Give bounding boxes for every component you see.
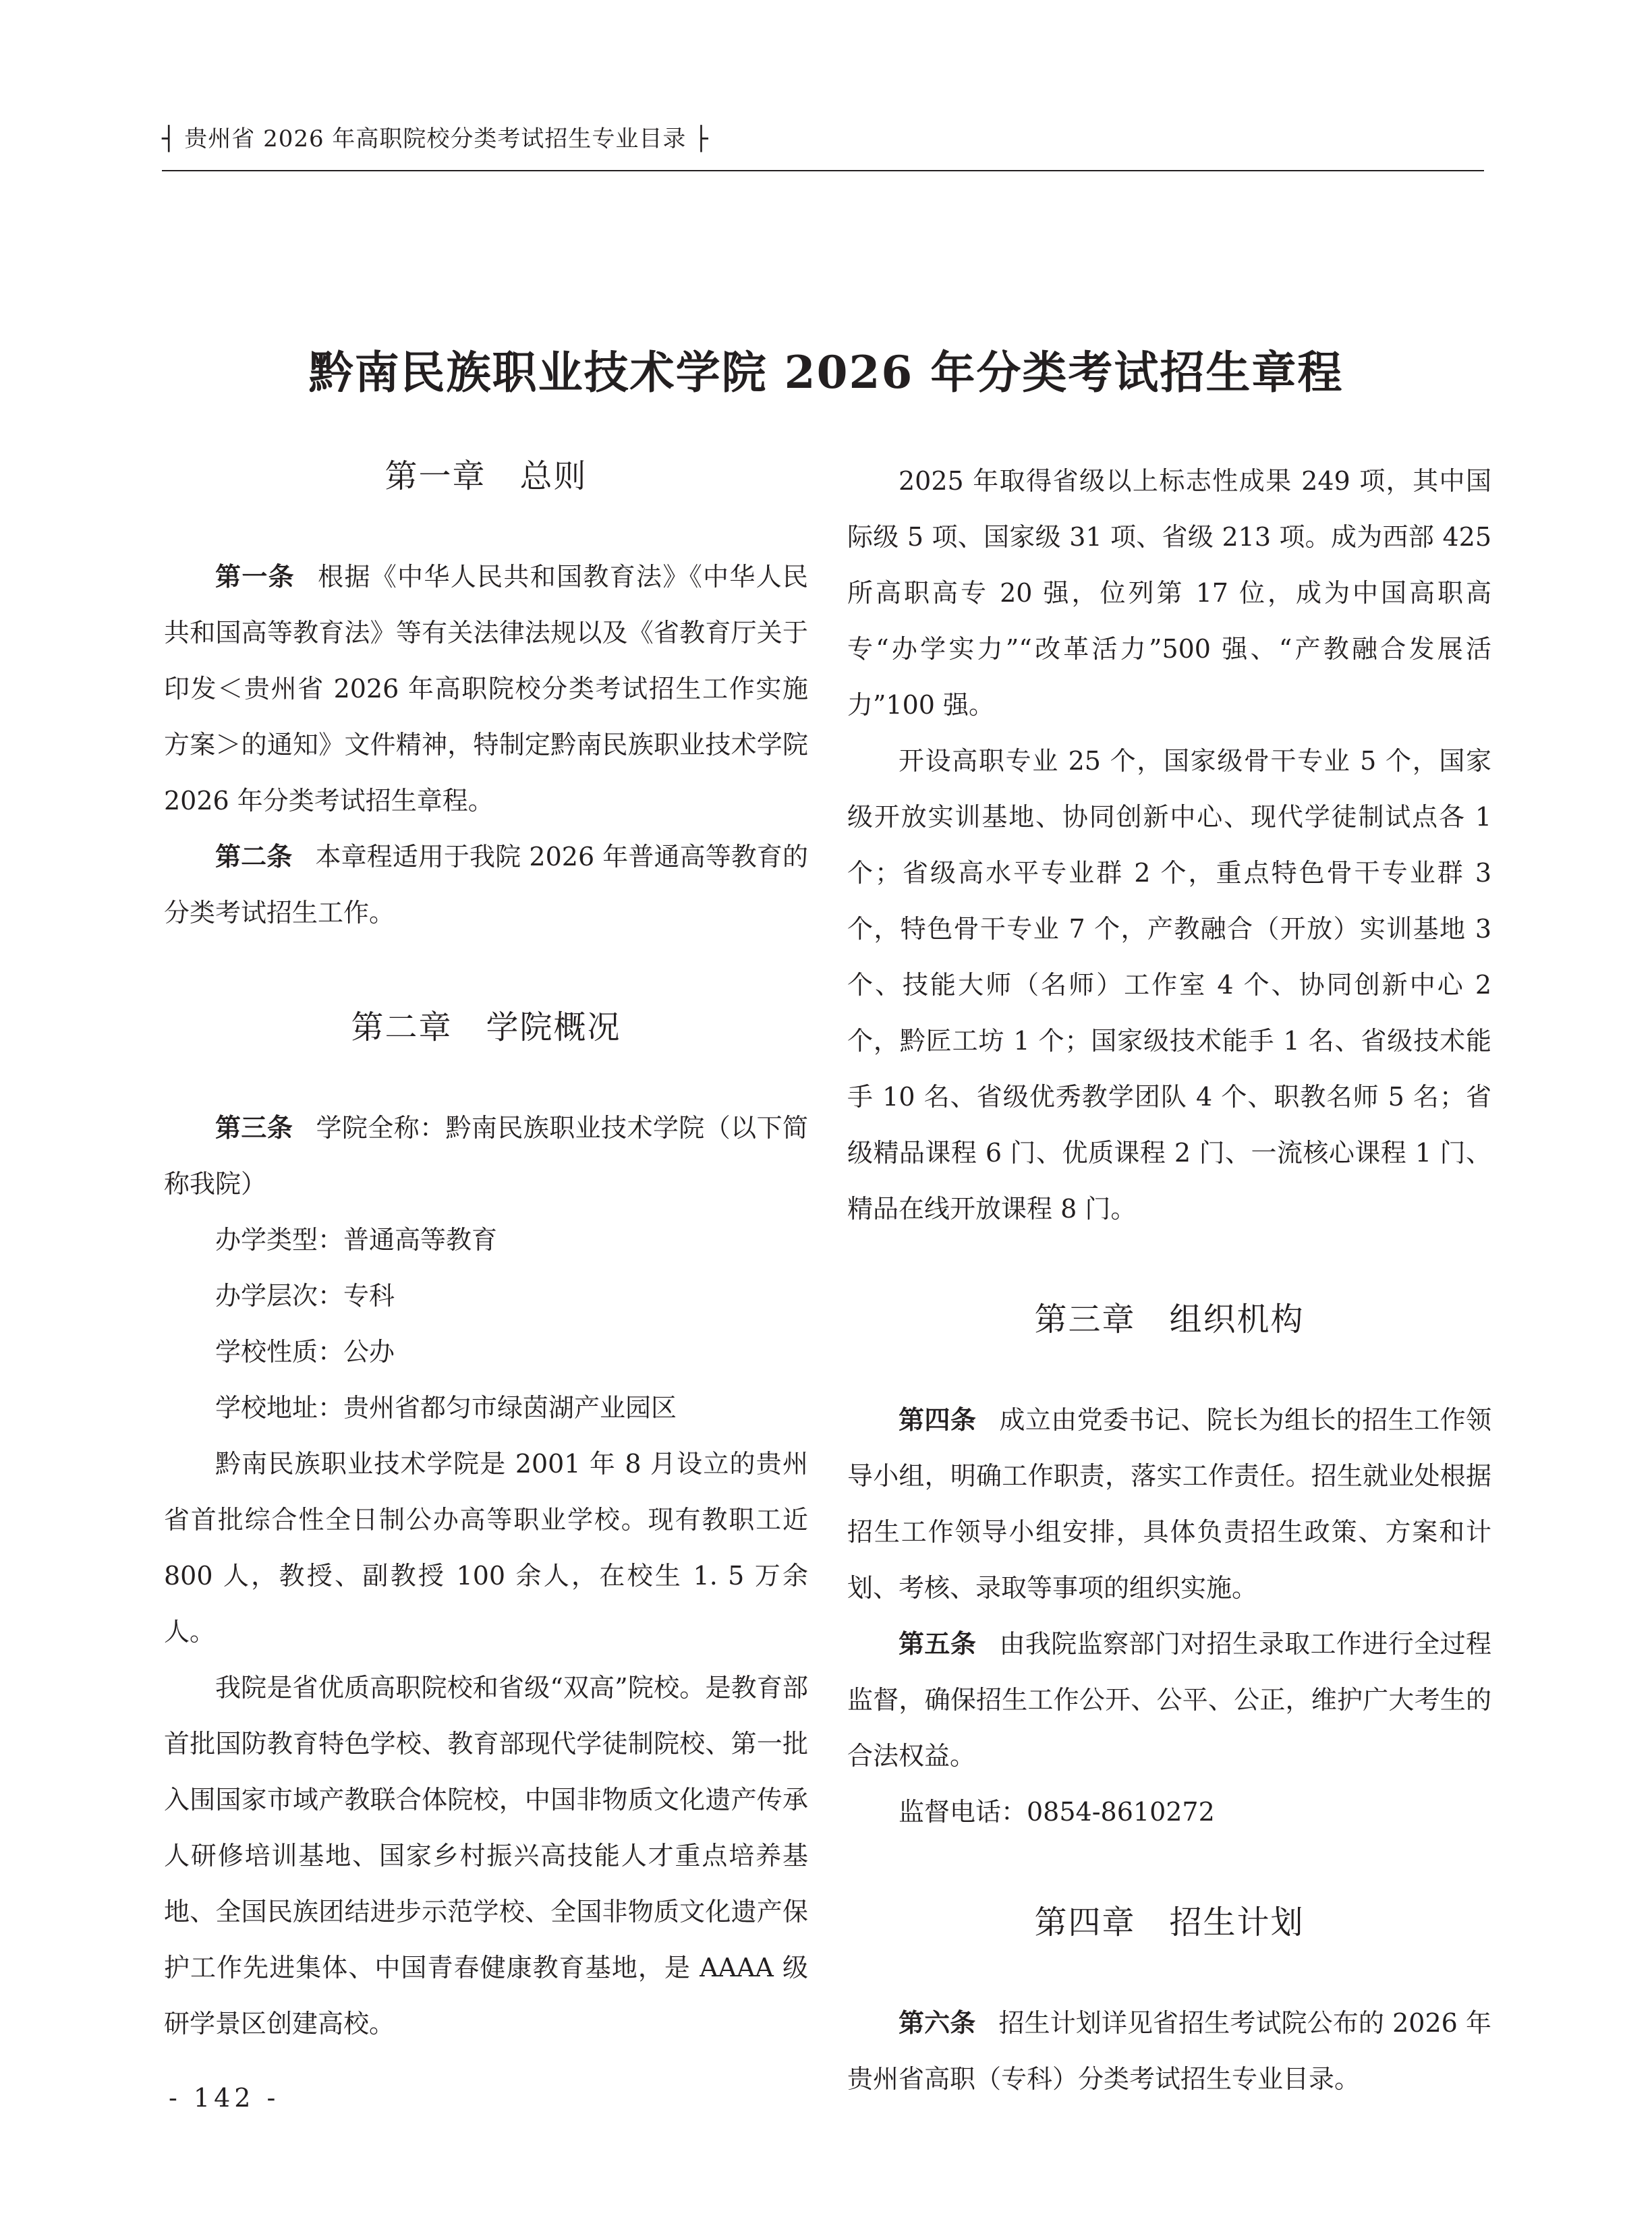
chapter-2-heading: 第二章 学院概况	[351, 1008, 621, 1046]
article-1-text: 根据《中华人民共和国教育法》《中华人民共和国高等教育法》等有关法律法规以及《省教育厅关于印发＜贵州省 2026 年高职院校分类考试招生工作实施方案＞的通知》文件精神，特制定黔南民族职业技术学院 2026 年分类考试招生章程。	[164, 562, 808, 816]
article-3-label: 第三条	[215, 1113, 293, 1143]
right-column	[847, 438, 1491, 2107]
article-1-label: 第一条	[215, 562, 295, 592]
article-3-text: 学院全称：黔南民族职业技术学院（以下简称我院）	[164, 1113, 808, 1199]
article-5-label: 第五条	[899, 1629, 977, 1659]
running-header: ┤ 贵州省 2026 年高职院校分类考试招生专业目录 ├	[162, 125, 709, 152]
supervision-hotline: 监督电话：0854-8610272	[899, 1797, 1215, 1827]
left-column	[164, 438, 808, 2052]
achievements-paragraph: 2025 年取得省级以上标志性成果 249 项，其中国际级 5 项、国家级 31 项、省级 213 项。成为西部 425 所高职高专 20 强，位列第 17 位，成为中国高职高专“办学实力”“改革活力”500 强、“产教融合发展活力”100 强。	[847, 466, 1491, 720]
article-1	[164, 549, 808, 829]
article-4	[847, 1392, 1491, 1616]
school-nature: 学校性质：公办	[215, 1337, 395, 1367]
page-number: - 142 -	[169, 2083, 280, 2113]
header-rule	[162, 170, 1484, 171]
article-3	[164, 1100, 808, 1212]
article-6	[847, 1995, 1491, 2107]
article-6-label: 第六条	[899, 2008, 976, 2038]
article-4-text: 成立由党委书记、院长为组长的招生工作领导小组，明确工作职责，落实工作责任。招生就业处根据招生工作领导小组安排，具体负责招生政策、方案和计划、考核、录取等事项的组织实施。	[847, 1405, 1491, 1603]
majors-paragraph: 开设高职专业 25 个，国家级骨干专业 5 个，国家级开放实训基地、协同创新中心、现代学徒制试点各 1 个；省级高水平专业群 2 个，重点特色骨干专业群 3 个，特色骨干专业 7 个，产教融合（开放）实训基地 3 个、技能大师（名师）工作室 4 个、协同创新中心 2 个，黔匠工坊 1 个；国家级技术能手 1 名、省级技术能手 10 名、省级优秀教学团队 4 个、职教名师 5 名；省级精品课程 6 门、优质课程 2 门、一流核心课程 1 门、精品在线开放课程 8 门。	[847, 746, 1491, 1224]
chapter-3-heading: 第三章 组织机构	[1034, 1301, 1305, 1338]
document-title: 黔南民族职业技术学院 2026 年分类考试招生章程	[308, 346, 1344, 399]
chapter-1-heading: 第一章 总则	[384, 457, 588, 495]
school-address: 学校地址：贵州省都匀市绿茵湖产业园区	[215, 1393, 677, 1423]
article-2	[164, 829, 808, 941]
intro-paragraph-1: 黔南民族职业技术学院是 2001 年 8 月设立的贵州省首批综合性全日制公办高等职业学校。现有教职工近 800 人，教授、副教授 100 余人，在校生 1. 5 万余人。	[164, 1449, 808, 1647]
chapter-4-heading: 第四章 招生计划	[1034, 1904, 1305, 1941]
school-type: 办学类型：普通高等教育	[215, 1225, 498, 1255]
article-4-label: 第四条	[899, 1405, 977, 1435]
article-2-label: 第二条	[215, 842, 293, 872]
article-6-text: 招生计划详见省招生考试院公布的 2026 年贵州省高职（专科）分类考试招生专业目录。	[847, 2008, 1491, 2094]
school-level: 办学层次：专科	[215, 1281, 395, 1311]
article-2-text: 本章程适用于我院 2026 年普通高等教育的分类考试招生工作。	[164, 842, 808, 928]
article-5-text: 由我院监察部门对招生录取工作进行全过程监督，确保招生工作公开、公平、公正，维护广大考生的合法权益。	[847, 1629, 1491, 1771]
article-5	[847, 1616, 1491, 1784]
intro-paragraph-2: 我院是省优质高职院校和省级“双高”院校。是教育部首批国防教育特色学校、教育部现代学徒制院校、第一批入围国家市域产教联合体院校，中国非物质文化遗产传承人研修培训基地、国家乡村振兴高技能人才重点培养基地、全国民族团结进步示范学校、全国非物质文化遗产保护工作先进集体、中国青春健康教育基地，是 AAAA 级研学景区创建高校。	[164, 1673, 808, 2038]
